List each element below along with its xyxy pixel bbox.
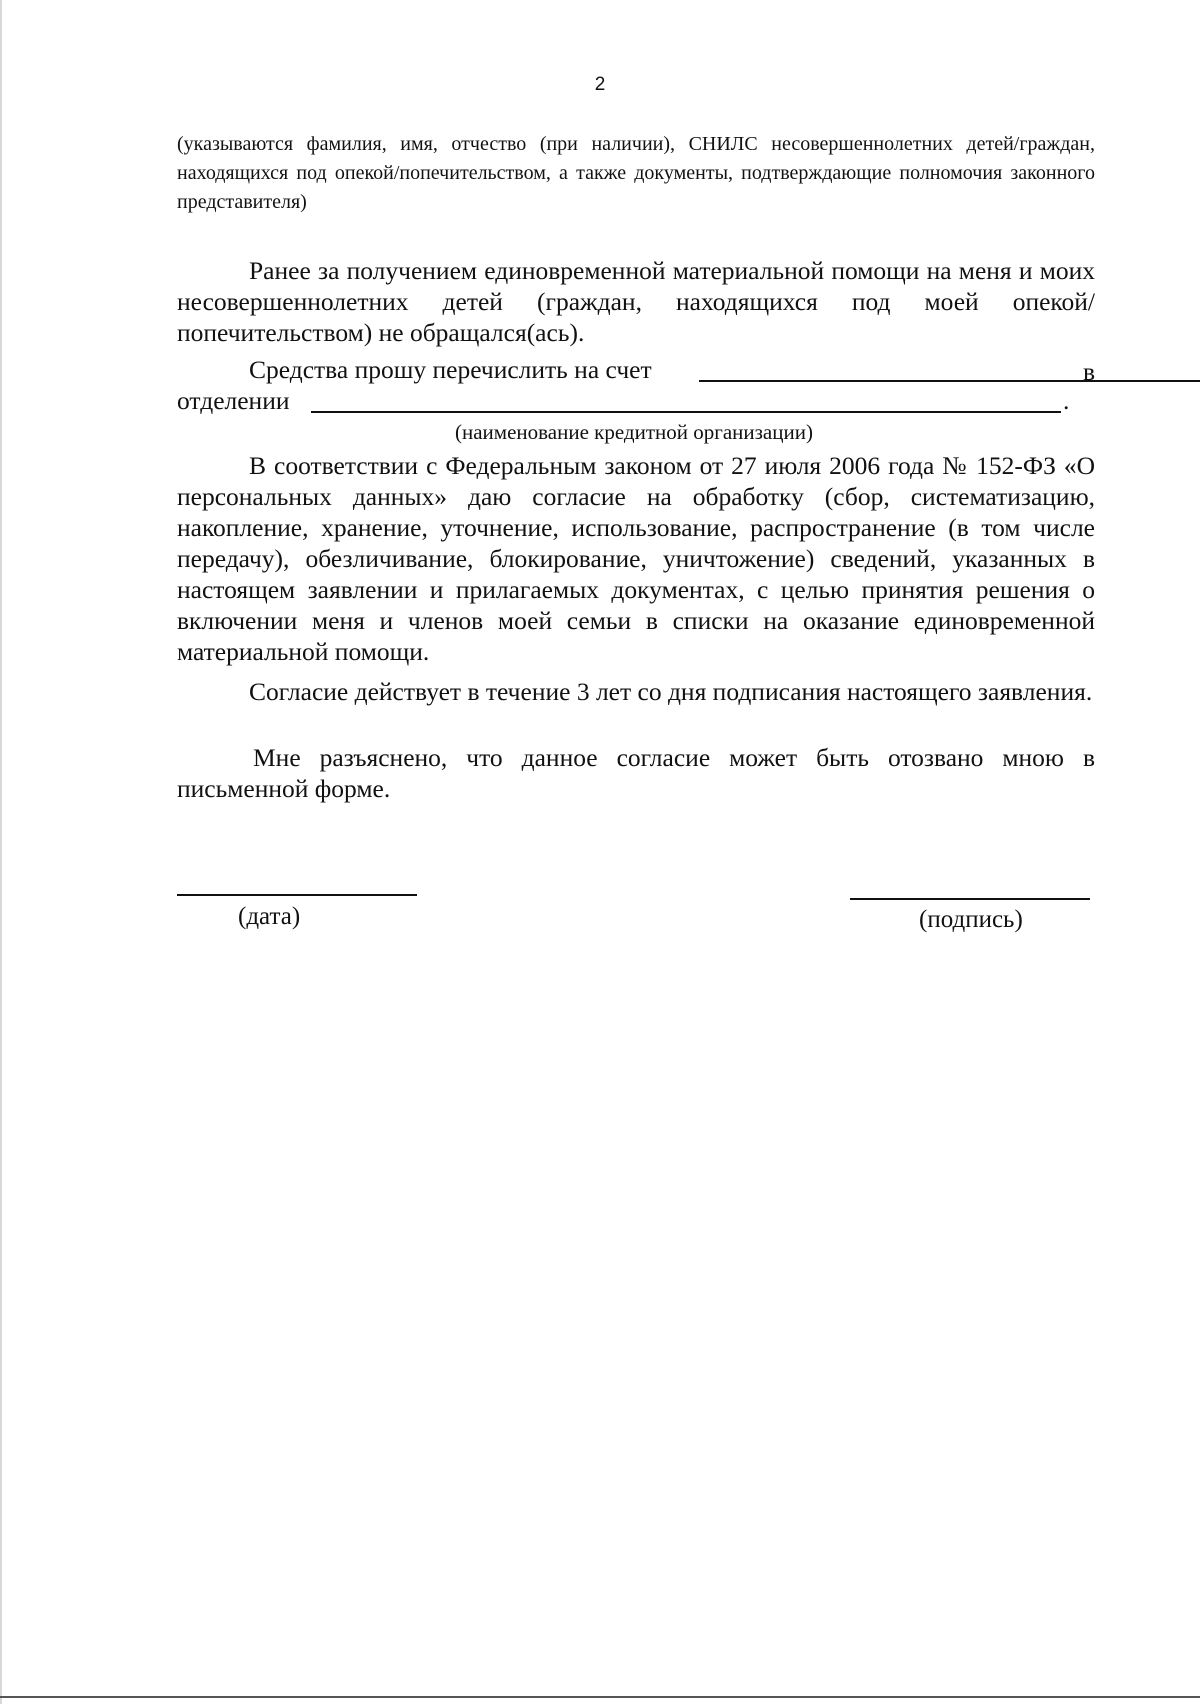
account-label: Средства прошу перечислить на счет — [249, 355, 652, 384]
signature-caption: (подпись) — [919, 906, 1023, 933]
branch-row — [177, 385, 1095, 416]
representative-note: (указываются фамилия, имя, отчество (при наличии), СНИЛС несовершеннолетних детей/граждан, находящихся под опекой/попечительством, а также документы, подтверждающие полномочия законного представителя) — [177, 133, 1095, 213]
account-row — [177, 354, 1095, 385]
paragraph-revocation: Мне разъяснено, что данное согласие может быть отозвано мною в письменной форме. — [177, 743, 1095, 803]
branch-label: отделении — [177, 386, 290, 415]
scan-edge — [0, 0, 2, 1704]
paragraph-consent: В соответствии с Федеральным законом от 27 июля 2006 года № 152-ФЗ «О персональных данных» даю согласие на обработку (сбор, систематизацию, накопление, хранение, уточнение, использование, распространение (в том числе передачу), обезличивание, блокирование, уничтожение) сведений, указанных в настоящем заявлении и прилагаемых документах, с целью принятия решения о включении меня и членов моей семьи в списки на оказание единовременной материальной помощи. — [177, 451, 1095, 666]
bank-caption: (наименование кредитной организации) — [455, 420, 813, 444]
date-field[interactable] — [177, 894, 417, 896]
branch-end: . — [1063, 386, 1070, 415]
signature-field[interactable] — [850, 898, 1090, 900]
account-number-field[interactable] — [699, 380, 1200, 382]
paragraph-validity: Согласие действует в течение 3 лет со дня подписания настоящего заявления. — [249, 677, 1093, 706]
date-caption: (дата) — [238, 903, 301, 930]
bank-name-field[interactable] — [311, 411, 1061, 413]
paragraph-prior-application: Ранее за получением единовременной материальной помощи на меня и моих несовершеннолетних детей (граждан, находящихся под моей опекой/попечительством) не обращался(ась). — [177, 256, 1095, 347]
page-number: 2 — [594, 74, 606, 95]
account-suffix: в — [1082, 357, 1095, 386]
scan-edge-bottom — [0, 1696, 1200, 1698]
